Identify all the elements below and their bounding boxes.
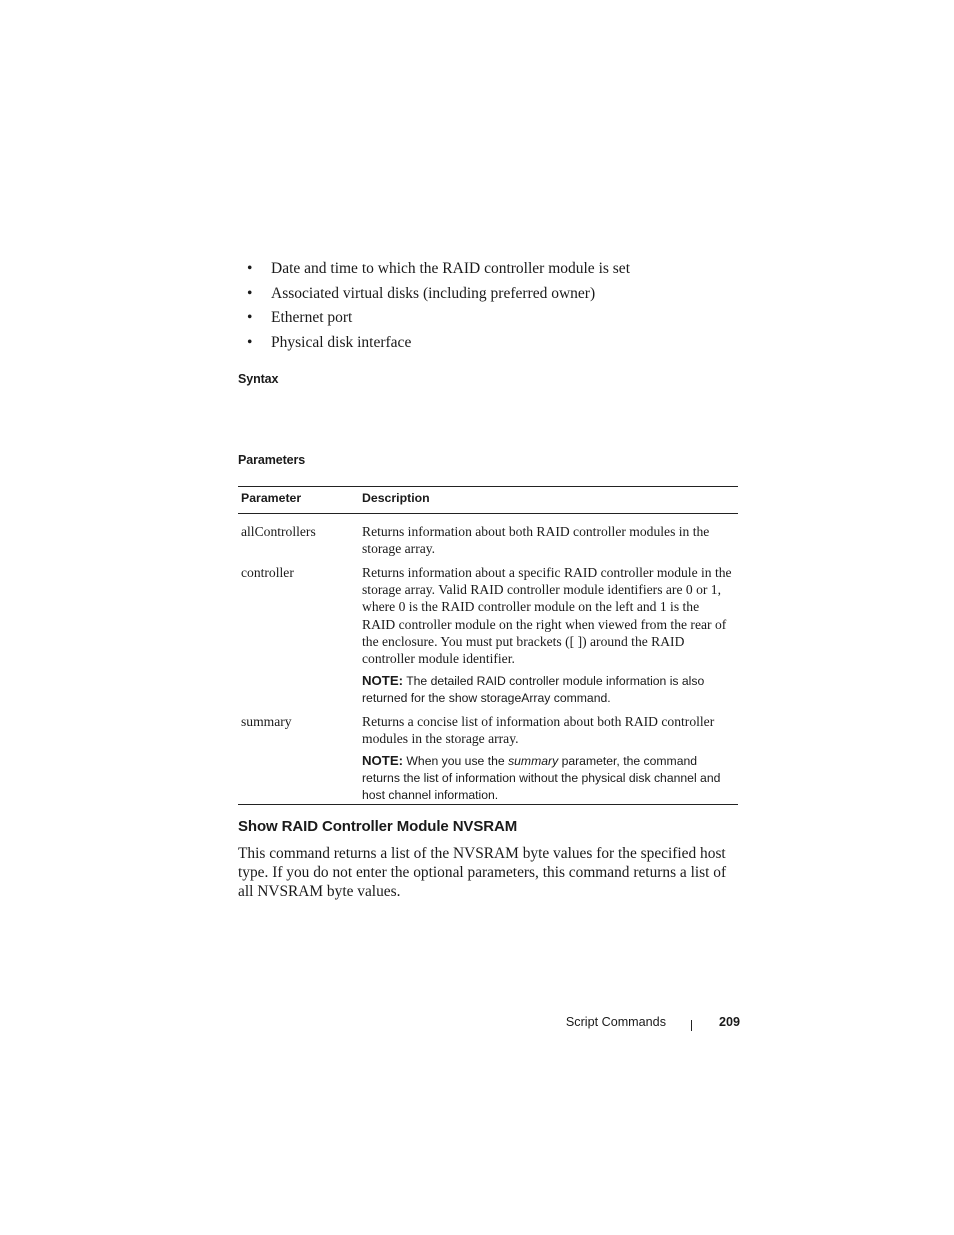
- note-text: The detailed RAID controller module information is also returned for the: [362, 674, 705, 706]
- footer-title: Script Commands: [565, 1015, 666, 1029]
- bullet-text: Physical disk interface: [271, 334, 412, 352]
- table-row: [238, 555, 738, 706]
- note-label: NOTE:: [362, 753, 404, 769]
- feature-bullet-list: [238, 258, 738, 357]
- param-description-cell: [362, 713, 734, 804]
- table-header: [238, 487, 738, 514]
- page-number: 209: [719, 1015, 741, 1029]
- note: [362, 752, 734, 804]
- bullet-item: [238, 332, 738, 357]
- bullet-glyph: •: [247, 260, 253, 277]
- param-description: Returns information about a specific RAID controller module in the storage array. Valid RAID controller module identifiers are 0 or 1, where 0 is the RAID controller module on the left and 1 is the RAID controller module on the right when viewed from the rear of the enclosure. You must put brackets ([ ]) around the RAID controller module identifier.: [362, 565, 732, 667]
- section-title: Show RAID Controller Module NVSRAM: [238, 818, 518, 835]
- parameters-table: [238, 486, 738, 805]
- note-text-end: command.: [553, 691, 611, 706]
- bullet-item: [238, 307, 738, 332]
- param-description: Returns a concise list of information about both RAID controller modules in the storage array.: [362, 714, 715, 747]
- bullet-glyph: •: [247, 309, 253, 327]
- bullet-item: [238, 258, 738, 283]
- param-name: allControllers: [241, 524, 316, 539]
- note-label: NOTE:: [362, 673, 404, 689]
- bullet-glyph: •: [247, 284, 253, 302]
- param-name: controller: [241, 565, 294, 580]
- note-text: When you use the: [406, 754, 505, 769]
- parameter-name-emphasis: summary: [508, 754, 559, 769]
- page-footer: [0, 1015, 954, 1035]
- note: [362, 672, 734, 707]
- param-description: Returns information about both RAID controller modules in the storage array.: [362, 524, 710, 557]
- table-row: [238, 514, 738, 555]
- header-description: Description: [362, 491, 430, 505]
- parameters-heading: Parameters: [238, 453, 306, 467]
- bullet-text: Ethernet port: [271, 309, 353, 327]
- table-row: [238, 706, 738, 804]
- bullet-text: Associated virtual disks (including preferred owner): [271, 284, 596, 302]
- bullet-glyph: •: [247, 334, 253, 352]
- bullet-item: [238, 283, 738, 308]
- bullet-text: Date and time to which the RAID controller module is set: [271, 260, 630, 277]
- footer-separator: [691, 1020, 692, 1031]
- note-text-end: parameter, the command returns the list of information without the physical disk channel and host channel information.: [362, 754, 721, 803]
- param-name: summary: [241, 714, 292, 729]
- header-parameter: Parameter: [241, 491, 302, 505]
- command-name: show storageArray: [448, 691, 551, 706]
- syntax-heading: Syntax: [238, 372, 279, 386]
- section-body: This command returns a list of the NVSRAM byte values for the specified host type. If you do not enter the optional parameters, this command returns a list of all NVSRAM byte values.: [238, 845, 727, 900]
- param-description-cell: [362, 564, 734, 706]
